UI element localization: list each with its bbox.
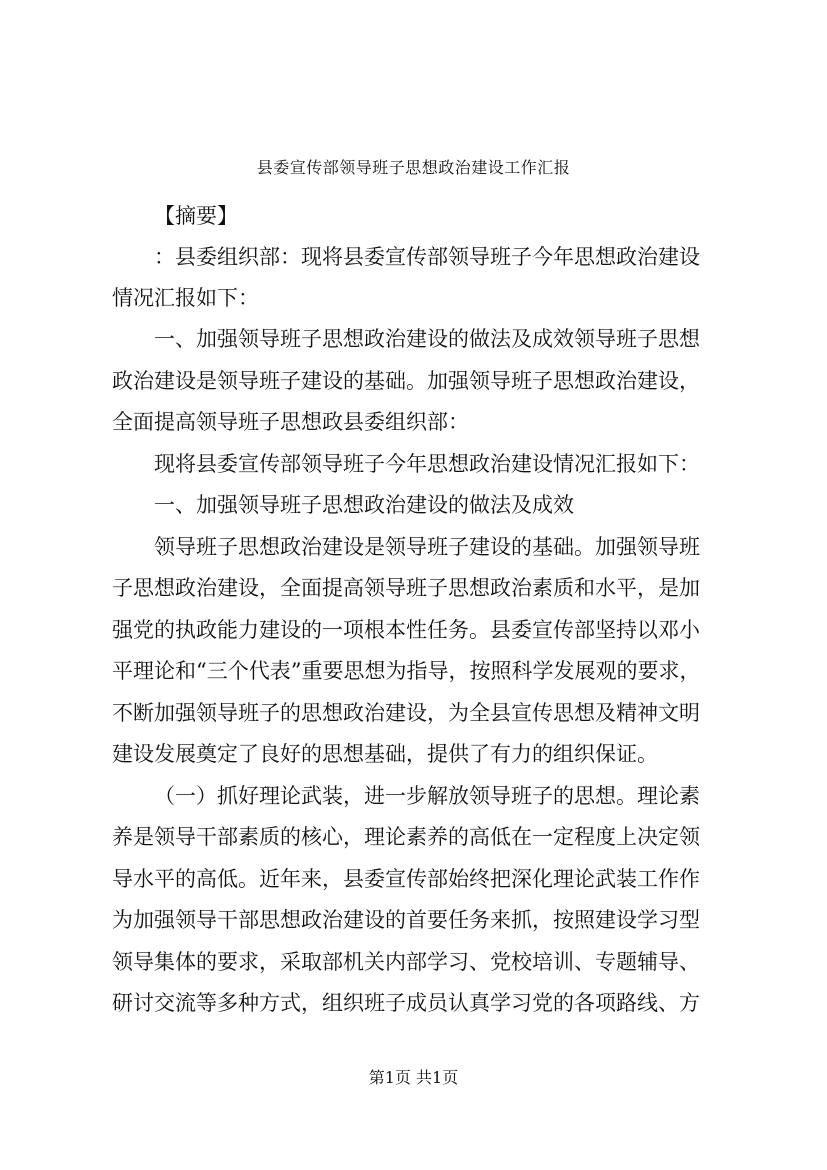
- paragraph-line: 强党的执政能力建设的一项根本性任务。县委宣传部坚持以邓小: [112, 618, 700, 642]
- page-number-footer: 第1页 共1页: [368, 1068, 459, 1087]
- paragraph-line: 子思想政治建设，全面提高领导班子思想政治素质和水平，是加: [112, 576, 700, 600]
- paragraph-line: （一）抓好理论武装，进一步解放领导班子的思想。理论素: [154, 784, 700, 808]
- paragraph-line: 养是领导干部素质的核心，理论素养的高低在一定程度上决定领: [112, 825, 700, 849]
- document-title: 县委宣传部领导班子思想政治建设工作汇报: [256, 158, 571, 177]
- paragraph-line: 现将县委宣传部领导班子今年思想政治建设情况汇报如下：: [154, 452, 700, 476]
- paragraph-line: 政治建设是领导班子建设的基础。加强领导班子思想政治建设，: [112, 369, 700, 393]
- paragraph-line: 为加强领导干部思想政治建设的首要任务来抓，按照建设学习型: [112, 908, 700, 932]
- paragraph-line: 研讨交流等多种方式，组织班子成员认真学习党的各项路线、方: [112, 991, 700, 1015]
- paragraph-line: 全面提高领导班子思想政县委组织部：: [112, 410, 469, 434]
- paragraph-line: 领导集体的要求，采取部机关内部学习、党校培训、专题辅导、: [112, 950, 700, 974]
- paragraph-line: 导水平的高低。近年来，县委宣传部始终把深化理论武装工作作: [112, 867, 700, 891]
- paragraph-line: ：县委组织部：现将县委宣传部领导班子今年思想政治建设: [154, 245, 700, 269]
- paragraph-line: 平理论和“三个代表”重要思想为指导，按照科学发展观的要求，: [112, 659, 701, 683]
- paragraph-line: 一、加强领导班子思想政治建设的做法及成效领导班子思想: [154, 327, 700, 351]
- paragraph-line: 不断加强领导班子的思想政治建设，为全县宣传思想及精神文明: [112, 701, 700, 725]
- paragraph-line: 建设发展奠定了良好的思想基础，提供了有力的组织保证。: [112, 742, 658, 766]
- paragraph-line: 情况汇报如下：: [112, 286, 259, 310]
- abstract-label: 【摘要】: [154, 204, 238, 228]
- section-heading: 一、加强领导班子思想政治建设的做法及成效: [154, 493, 574, 517]
- paragraph-line: 领导班子思想政治建设是领导班子建设的基础。加强领导班: [154, 535, 700, 559]
